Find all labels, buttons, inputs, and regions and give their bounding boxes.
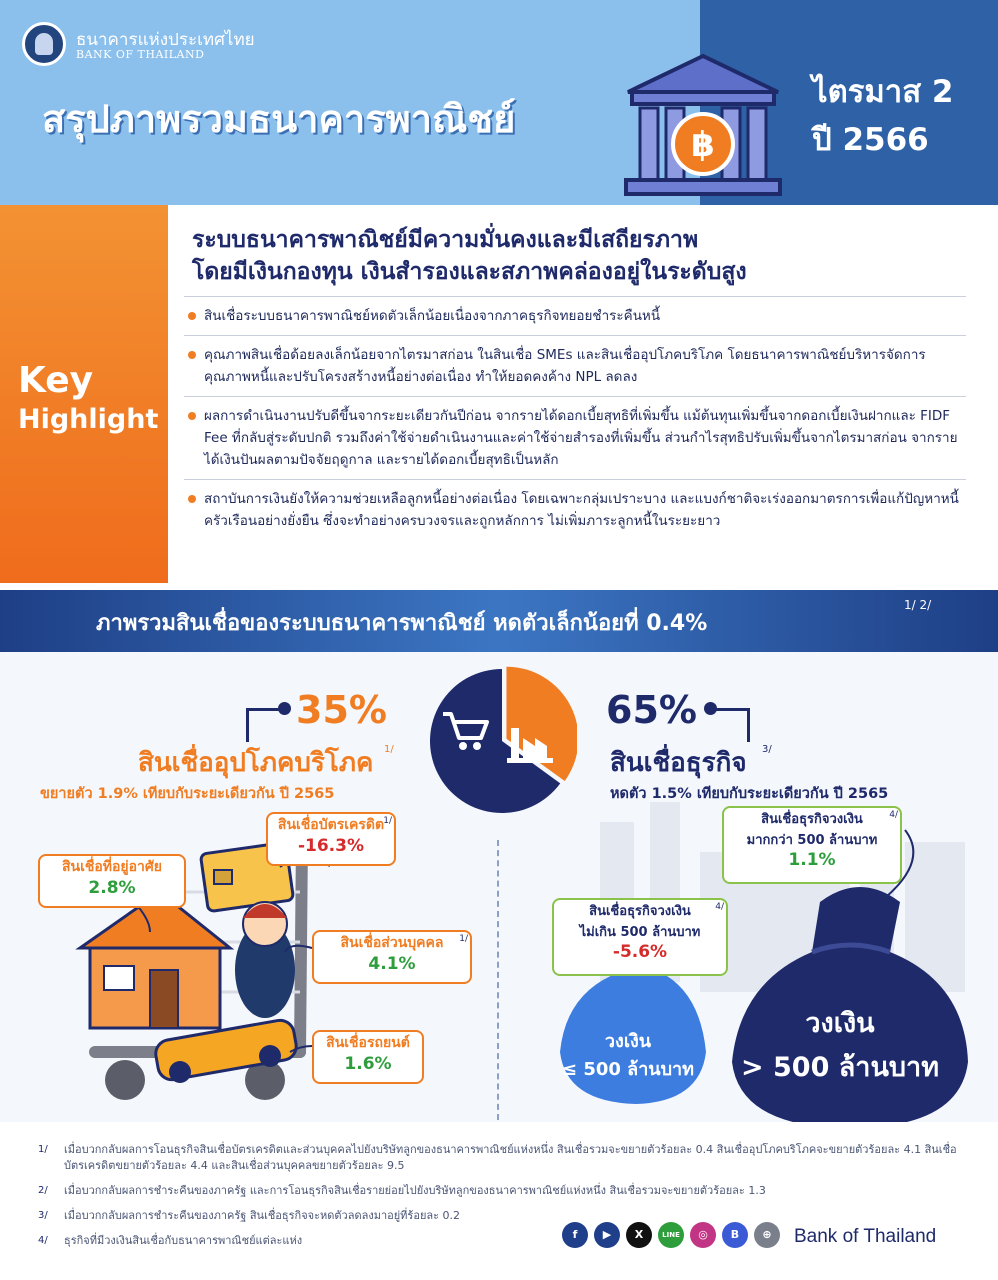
list-item: สินเชื่อระบบธนาคารพาณิชย์หดตัวเล็กน้อยเนื่องจากภาคธุรกิจทยอยชำระคืนหนี้ — [184, 296, 966, 335]
consumer-share: 35% — [296, 688, 387, 732]
key-highlight-headline — [192, 224, 972, 288]
baht-symbol: ฿ — [691, 125, 715, 165]
key-highlight-label-line2: Highlight — [18, 404, 159, 435]
doll-icon — [235, 902, 295, 1018]
key-highlight-label-line1: Key — [18, 360, 94, 401]
tag-label-line2: ไม่เกิน 500 ล้านบาท — [579, 925, 701, 940]
big-bag-line2: > 500 ล้านบาท — [740, 1052, 940, 1083]
business-loan-growth: หดตัว 1.5% เทียบกับระยะเดียวกัน ปี 2565 — [610, 786, 889, 802]
big-bag-label — [730, 1002, 950, 1090]
facebook-icon[interactable]: f — [562, 1222, 588, 1248]
headline-line2: โดยมีเงินกองทุน เงินสำรองและสภาพคล่องอยู่ในระดับสูง — [192, 259, 747, 285]
tag-value: 1.1% — [788, 850, 836, 870]
tag-value: -5.6% — [612, 942, 668, 962]
x-icon[interactable]: X — [626, 1222, 652, 1248]
large-business-loan-tag — [722, 806, 902, 884]
personal-loan-tag — [312, 930, 472, 984]
consumer-loan-title: สินเชื่ออุปโภคบริโภค — [138, 748, 374, 778]
footnote: 3/ เมื่อบวกกลับผลการชำระคืนของภาครัฐ สินเชื่อธุรกิจจะหดตัวลดลงมาอยู่ที่ร้อยละ 0.2 — [38, 1209, 461, 1222]
footer-bank-name: Bank of Thailand — [794, 1226, 937, 1247]
list-item: สถาบันการเงินยังให้ความช่วยเหลือลูกหนี้อย่างต่อเนื่อง โดยเฉพาะกลุ่มเปราะบาง และแบงก์ชาติจะเร่งออกมาตรการเพื่อแก้ปัญหาหนี้ครัวเรือนอย่างยั่งยืน ซึ่งจะทำอย่างครบวงจรและถูกหลักการ ไม่เพิ่มภาระลูกหนี้ในระยะยาว — [184, 479, 966, 540]
bracket-left — [246, 708, 284, 742]
section-divider — [497, 840, 499, 1120]
quarter-label — [812, 68, 954, 164]
blockdit-icon[interactable]: B — [722, 1222, 748, 1248]
bank-name-th: ธนาคารแห่งประเทศไทย — [76, 30, 255, 50]
bank-name-en: BANK OF THAILAND — [76, 48, 205, 61]
line-icon[interactable]: LINE — [658, 1222, 684, 1248]
tag-label: สินเชื่อบัตรเครดิต — [277, 817, 385, 833]
bullet-icon — [188, 351, 196, 359]
credit-card-loan-tag — [266, 812, 396, 866]
car-loan-tag — [312, 1030, 424, 1084]
tag-value: 4.1% — [368, 954, 416, 974]
list-item: คุณภาพสินเชื่อด้อยลงเล็กน้อยจากไตรมาสก่อน ในสินเชื่อ SMEs และสินเชื่ออุปโภคบริโภค โดยธนาคารพาณิชย์บริหารจัดการคุณภาพหนี้และปรับโครงสร้างหนี้อย่างต่อเนื่อง ทำให้ยอดคงค้าง NPL ลดลง — [184, 335, 966, 396]
bank-seal-icon — [22, 22, 66, 66]
business-loan-title: สินเชื่อธุรกิจ — [610, 748, 747, 778]
bullet-icon — [188, 495, 196, 503]
tag-footnote-ref: 1/ — [459, 934, 468, 944]
house-icon — [80, 892, 230, 1028]
web-icon[interactable]: ⊕ — [754, 1222, 780, 1248]
tag-label-line2: มากกว่า 500 ล้านบาท — [746, 833, 878, 848]
business-share: 65% — [606, 688, 697, 732]
tag-label: สินเชื่อที่อยู่อาศัย — [61, 859, 162, 875]
housing-loan-tag — [38, 854, 186, 908]
small-business-loan-tag — [552, 898, 728, 976]
headline-line1: ระบบธนาคารพาณิชย์มีความมั่นคงและมีเสถียรภาพ — [192, 227, 699, 253]
instagram-icon[interactable]: ◎ — [690, 1222, 716, 1248]
key-highlight-label — [0, 360, 168, 438]
small-bag-line1: วงเงิน — [604, 1031, 652, 1052]
footnote: 1/ เมื่อบวกกลับผลการโอนธุรกิจสินเชื่อบัตรเครดิตและส่วนบุคคลไปยังบริษัทลูกของธนาคารพาณิชย์แห่งหนึ่ง สินเชื่อรวมจะขยายตัวร้อยละ 0.4 สินเชื่ออุปโภคบริโภคจะขยายตัวร้อยละ 4.1 สินเชื่อบัตรเครดิตขยายตัวร้อยละ 4.4 และสินเชื่อส่วนบุคคลขยายตัวร้อยละ 9.5 — [38, 1143, 957, 1172]
consumer-loan-footnote-ref: 1/ — [384, 744, 394, 755]
tag-label-line1: สินเชื่อธุรกิจวงเงิน — [589, 904, 691, 919]
consumer-loan-growth: ขยายตัว 1.9% เทียบกับระยะเดียวกัน ปี 2565 — [40, 786, 335, 802]
loan-share-pie-chart — [427, 666, 577, 816]
small-bag-label — [556, 1028, 700, 1084]
youtube-icon[interactable]: ▶ — [594, 1222, 620, 1248]
tag-footnote-ref: 1/ — [383, 816, 392, 826]
tag-label: สินเชื่อรถยนต์ — [326, 1035, 410, 1051]
page-title: สรุปภาพรวมธนาคารพาณิชย์ — [42, 97, 516, 141]
tag-label: สินเชื่อส่วนบุคคล — [340, 935, 444, 951]
tag-value: -16.3% — [297, 836, 365, 856]
key-highlight-list — [184, 296, 966, 540]
business-loan-footnote-ref: 3/ — [762, 744, 772, 755]
section-banner-title: ภาพรวมสินเชื่อของระบบธนาคารพาณิชย์ หดตัวเล็กน้อยที่ 0.4% — [96, 611, 708, 636]
tag-value: 1.6% — [344, 1054, 392, 1074]
section-banner-footnote-ref: 1/ 2/ — [904, 598, 932, 612]
small-bag-line2: ≤ 500 ล้านบาท — [561, 1059, 695, 1080]
bullet-icon — [188, 412, 196, 420]
bracket-right — [712, 708, 750, 742]
big-bag-line1: วงเงิน — [805, 1008, 875, 1039]
tag-label-line1: สินเชื่อธุรกิจวงเงิน — [761, 812, 863, 827]
bullet-icon — [188, 312, 196, 320]
tag-value: 2.8% — [88, 878, 136, 898]
tag-footnote-ref: 4/ — [715, 902, 724, 912]
bracket-left-dot — [278, 702, 291, 715]
year-text: ปี 2566 — [812, 122, 929, 158]
tag-footnote-ref: 4/ — [889, 810, 898, 820]
bracket-right-dot — [704, 702, 717, 715]
bank-building-icon — [618, 52, 788, 202]
footnote: 4/ ธุรกิจที่มีวงเงินสินเชื่อกับธนาคารพาณิชย์แต่ละแห่ง — [38, 1234, 303, 1247]
footnote: 2/ เมื่อบวกกลับผลการชำระคืนของภาครัฐ และการโอนธุรกิจสินเชื่อรายย่อยไปยังบริษัทลูกของธนาคารพาณิชย์แห่งหนึ่ง สินเชื่อรวมจะขยายตัวร้อยละ 1.3 — [38, 1184, 766, 1197]
list-item: ผลการดำเนินงานปรับดีขึ้นจากระยะเดียวกันปีก่อน จากรายได้ดอกเบี้ยสุทธิที่เพิ่มขึ้น แม้ต้นทุนเพิ่มขึ้นจากดอกเบี้ยเงินฝากและ FIDF Fee ที่กลับสู่ระดับปกติ รวมถึงค่าใช้จ่ายดำเนินงานและค่าใช้จ่ายสำรองที่เพิ่มขึ้น ส่วนกำไรสุทธิปรับเพิ่มขึ้นจากไตรมาสก่อน จากรายได้เงินปันผลตามปัจจัยฤดูกาล และรายได้ดอกเบี้ยสุทธิเป็นหลัก — [184, 396, 966, 479]
quarter-text: ไตรมาส 2 — [812, 74, 954, 110]
